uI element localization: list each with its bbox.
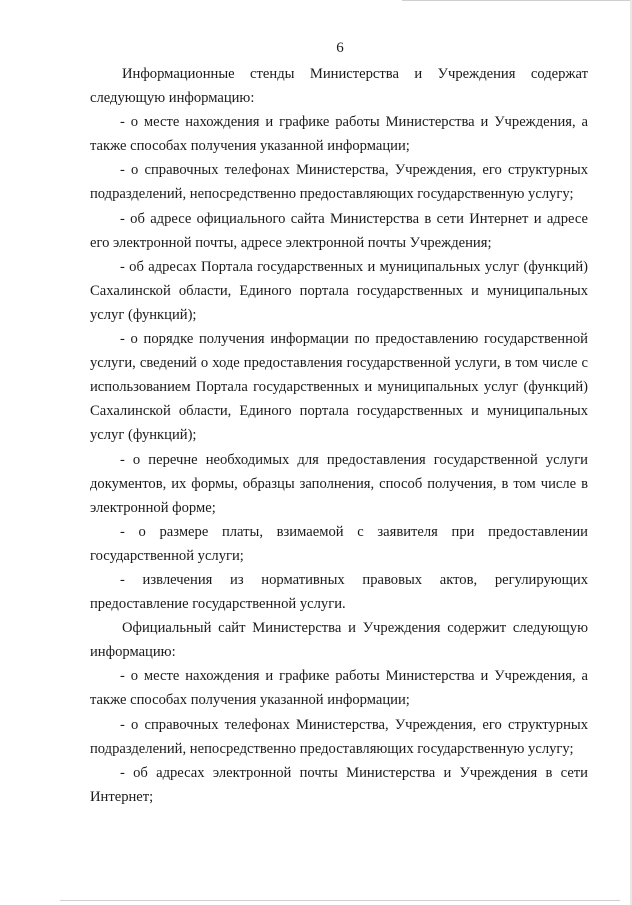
list-item: - о справочных телефонах Министерства, Учреждения, его структурных подразделений, непосредственно предоставляющих государственную услугу;	[90, 716, 588, 757]
scan-artifact-line	[402, 0, 632, 1]
list-item: - о справочных телефонах Министерства, Учреждения, его структурных подразделений, непосредственно предоставляющих государственную услугу;	[90, 162, 588, 203]
paragraph-intro-stands: Информационные стенды Министерства и Учреждения содержат следующую информацию:	[90, 66, 588, 107]
list-item: - о размере платы, взимаемой с заявителя при предоставлении государственной услуги;	[90, 523, 588, 564]
document-body	[90, 62, 588, 809]
page-number: 6	[336, 40, 344, 56]
list-item: - об адресах электронной почты Министерства и Учреждения в сети Интернет;	[90, 764, 588, 805]
list-item: - о месте нахождения и графике работы Министерства и Учреждения, а также способах получения указанной информации;	[90, 668, 588, 709]
list-item: - о месте нахождения и графике работы Министерства и Учреждения, а также способах получения указанной информации;	[90, 114, 588, 155]
list-item: - об адресах Портала государственных и муниципальных услуг (функций) Сахалинской области, Единого портала государственных и муниципальных услуг (функций);	[90, 258, 588, 323]
list-item: - об адресе официального сайта Министерства в сети Интернет и адресе его электронной почты, адресе электронной почты Учреждения;	[90, 210, 588, 251]
list-item: - о порядке получения информации по предоставлению государственной услуги, сведений о ходе предоставления государственной услуги, в том числе с использованием Портала государственных и муниципальных услуг (функций) Сахалинской области, Единого портала государственных и муниципальных услуг (функций);	[90, 331, 588, 444]
list-item: - извлечения из нормативных правовых актов, регулирующих предоставление государственной услуги.	[90, 571, 588, 613]
scan-edge-bottom	[60, 900, 620, 901]
paragraph-intro-website: Официальный сайт Министерства и Учреждения содержит следующую информацию:	[90, 620, 588, 661]
list-item: - о перечне необходимых для предоставления государственной услуги документов, их формы, образцы заполнения, способ получения, в том числе в электронной форме;	[90, 451, 588, 516]
